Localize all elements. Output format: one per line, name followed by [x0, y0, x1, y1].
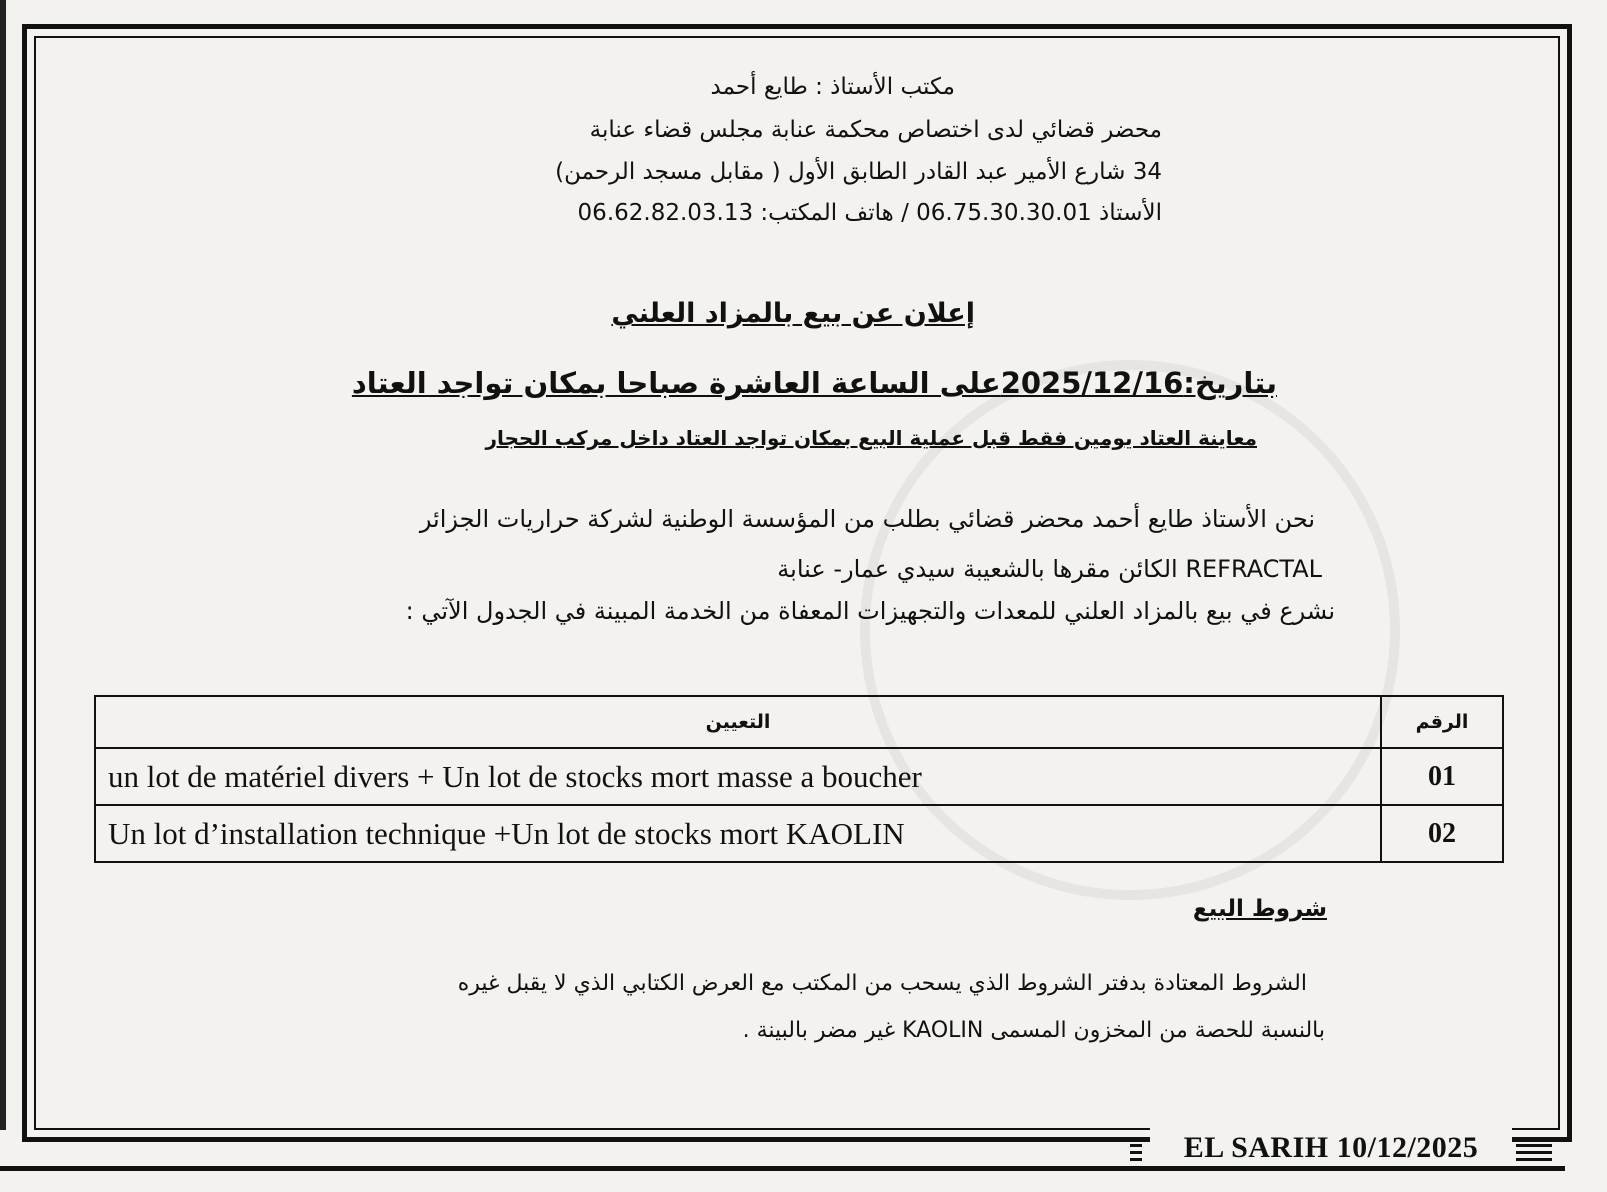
footer-rule-left — [1130, 1133, 1142, 1167]
conditions-line-2: بالنسبة للحصة من المخزون المسمى KAOLIN غير مضر بالبينة . — [742, 1018, 1325, 1043]
lots-table — [94, 695, 1504, 863]
inspection-notice: معاينة العتاد يومين فقط قبل عملية البيع بمكان تواجد العتاد داخل مركب الحجار — [485, 426, 1257, 450]
header-designation: التعيين — [95, 696, 1381, 748]
intro-line-1: نحن الأستاذ طايع أحمد محضر قضائي بطلب من المؤسسة الوطنية لشركة حراريات الجزائر — [419, 505, 1315, 533]
lot-designation: Un lot d’installation technique +Un lot de stocks mort KAOLIN — [95, 805, 1381, 862]
office-jurisdiction: محضر قضائي لدى اختصاص محكمة عنابة مجلس قضاء عنابة — [589, 117, 1162, 143]
lot-designation: un lot de matériel divers + Un lot de stocks mort masse a boucher — [95, 748, 1381, 805]
auction-date: بتاريخ:2025/12/16على الساعة العاشرة صباحا بمكان تواجد العتاد — [351, 366, 1277, 400]
intro-line-3: نشرع في بيع بالمزاد العلني للمعدات والتجهيزات المعفاة من الخدمة المبينة في الجدول الآتي : — [405, 597, 1335, 625]
office-phones: الأستاذ 06.75.30.30.01 / هاتف المكتب: 06.62.82.03.13 — [577, 200, 1162, 226]
table-row — [95, 805, 1503, 862]
intro-line-2: REFRACTAL الكائن مقرها بالشعيبة سيدي عمار- عنابة — [777, 555, 1322, 583]
table-row — [95, 748, 1503, 805]
page-edge — [0, 0, 6, 1130]
announcement-title: إعلان عن بيع بالمزاد العلني — [611, 298, 975, 329]
footer-rule-right — [1516, 1133, 1552, 1167]
bottom-rule — [0, 1166, 1565, 1171]
conditions-line-1: الشروط المعتادة بدفتر الشروط الذي يسحب من المكتب مع العرض الكتابي الذي لا يقبل غيره — [457, 971, 1307, 996]
office-address: 34 شارع الأمير عبد القادر الطابق الأول ( مقابل مسجد الرحمن) — [555, 159, 1162, 185]
lot-number: 01 — [1381, 748, 1503, 805]
table-header-row — [95, 696, 1503, 748]
header-number: الرقم — [1381, 696, 1503, 748]
lot-number: 02 — [1381, 805, 1503, 862]
newspaper-footer: EL SARIH 10/12/2025 — [1150, 1128, 1512, 1168]
conditions-title: شروط البيع — [1192, 896, 1327, 922]
office-name: مكتب الأستاذ : طايع أحمد — [710, 74, 955, 100]
